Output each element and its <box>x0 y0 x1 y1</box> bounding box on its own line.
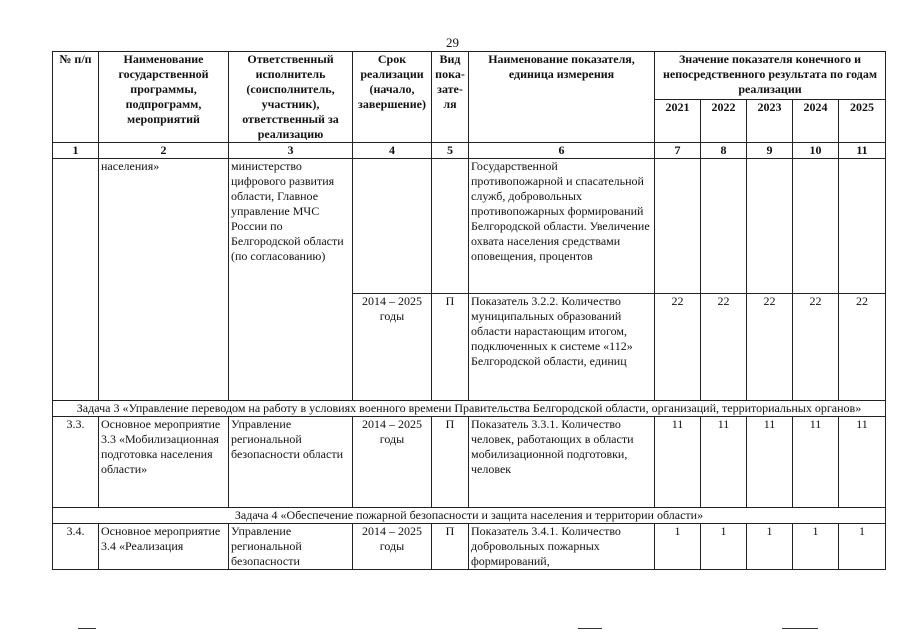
header-year: 2025 <box>839 100 886 143</box>
indicator-kind-cell: П <box>432 417 469 508</box>
table-row <box>53 159 886 294</box>
indicator-name-cell: Показатель 3.4.1. Количество добровольных пожарных формирований, <box>469 524 655 570</box>
table-row <box>53 524 886 570</box>
column-number: 3 <box>229 143 353 159</box>
value-cell: 22 <box>747 294 793 401</box>
value-cell <box>655 159 701 294</box>
program-name-cell: Основное мероприятие 3.3 «Мобилизационная подготовка населения области» <box>99 417 229 508</box>
scan-edge-mark <box>782 628 818 629</box>
value-cell: 1 <box>655 524 701 570</box>
value-cell <box>793 159 839 294</box>
row-num-cell: 3.3. <box>53 417 99 508</box>
table-row <box>53 417 886 508</box>
row-num-cell <box>53 159 99 401</box>
value-cell: 11 <box>839 417 886 508</box>
header-num: № п/п <box>53 52 99 143</box>
column-number: 10 <box>793 143 839 159</box>
executor-cell: Управление региональной безопасности области <box>229 417 353 508</box>
column-number: 1 <box>53 143 99 159</box>
period-cell: 2014 – 2025 годы <box>353 294 432 401</box>
column-number: 9 <box>747 143 793 159</box>
indicator-kind-cell: П <box>432 294 469 401</box>
value-cell: 22 <box>839 294 886 401</box>
task-row <box>53 401 886 417</box>
indicator-name-cell: Показатель 3.3.1. Количество человек, работающих в области мобилизационной подготовки, человек <box>469 417 655 508</box>
row-num-cell: 3.4. <box>53 524 99 570</box>
column-number: 5 <box>432 143 469 159</box>
value-cell: 22 <box>655 294 701 401</box>
column-number: 6 <box>469 143 655 159</box>
task-row <box>53 508 886 524</box>
header-program-name: Наименование государственной программы, подпрограмм, мероприятий <box>99 52 229 143</box>
value-cell: 11 <box>747 417 793 508</box>
header-indicator-name: Наименование показателя, единица измерения <box>469 52 655 143</box>
value-cell <box>747 159 793 294</box>
header-indicator-kind: Вид пока-зате-ля <box>432 52 469 143</box>
program-name-cell: Основное мероприятие 3.4 «Реализация <box>99 524 229 570</box>
header-year: 2024 <box>793 100 839 143</box>
value-cell: 1 <box>747 524 793 570</box>
indicator-kind-cell <box>432 159 469 294</box>
executor-cell: Управление региональной безопасности <box>229 524 353 570</box>
executor-cell: министерство цифрового развития области, Главное управление МЧС России по Белгородской области (по согласованию) <box>229 159 353 401</box>
scan-edge-mark <box>578 628 602 629</box>
header-period: Срок реализации (начало, завершение) <box>353 52 432 143</box>
value-cell <box>701 159 747 294</box>
header-year: 2022 <box>701 100 747 143</box>
value-cell: 22 <box>793 294 839 401</box>
header-executor: Ответственный исполнитель (соисполнитель, участник), ответственный за реализацию <box>229 52 353 143</box>
indicator-name-cell: Государственной противопожарной и спасательной служб, добровольных противопожарных формирований Белгородской области. Увеличение охвата населения средствами оповещения, процентов <box>469 159 655 294</box>
scan-edge-mark <box>78 628 96 629</box>
value-cell: 22 <box>701 294 747 401</box>
period-cell <box>353 159 432 294</box>
value-cell: 11 <box>655 417 701 508</box>
header-year: 2023 <box>747 100 793 143</box>
header-year: 2021 <box>655 100 701 143</box>
header-row <box>53 52 886 100</box>
column-number: 7 <box>655 143 701 159</box>
value-cell <box>839 159 886 294</box>
column-number: 4 <box>353 143 432 159</box>
task-title: Задача 4 «Обеспечение пожарной безопасности и защита населения и территории области» <box>53 508 886 524</box>
task-title: Задача 3 «Управление переводом на работу в условиях военного времени Правительства Белгородской области, организаций, территориальных органов» <box>53 401 886 417</box>
value-cell: 11 <box>701 417 747 508</box>
value-cell: 1 <box>839 524 886 570</box>
indicator-kind-cell: П <box>432 524 469 570</box>
value-cell: 1 <box>793 524 839 570</box>
header-values: Значение показателя конечного и непосредственного результата по годам реализации <box>655 52 886 100</box>
period-cell: 2014 – 2025 годы <box>353 524 432 570</box>
value-cell: 1 <box>701 524 747 570</box>
column-number: 2 <box>99 143 229 159</box>
indicator-name-cell: Показатель 3.2.2. Количество муниципальных образований области нарастающим итогом, подключенных к системе «112» Белгородской области, единиц <box>469 294 655 401</box>
column-number: 11 <box>839 143 886 159</box>
column-number: 8 <box>701 143 747 159</box>
column-numbers-row <box>53 143 886 159</box>
page-number: 29 <box>446 35 459 50</box>
program-name-cell: населения» <box>99 159 229 401</box>
program-table <box>52 51 886 570</box>
period-cell: 2014 – 2025 годы <box>353 417 432 508</box>
value-cell: 11 <box>793 417 839 508</box>
